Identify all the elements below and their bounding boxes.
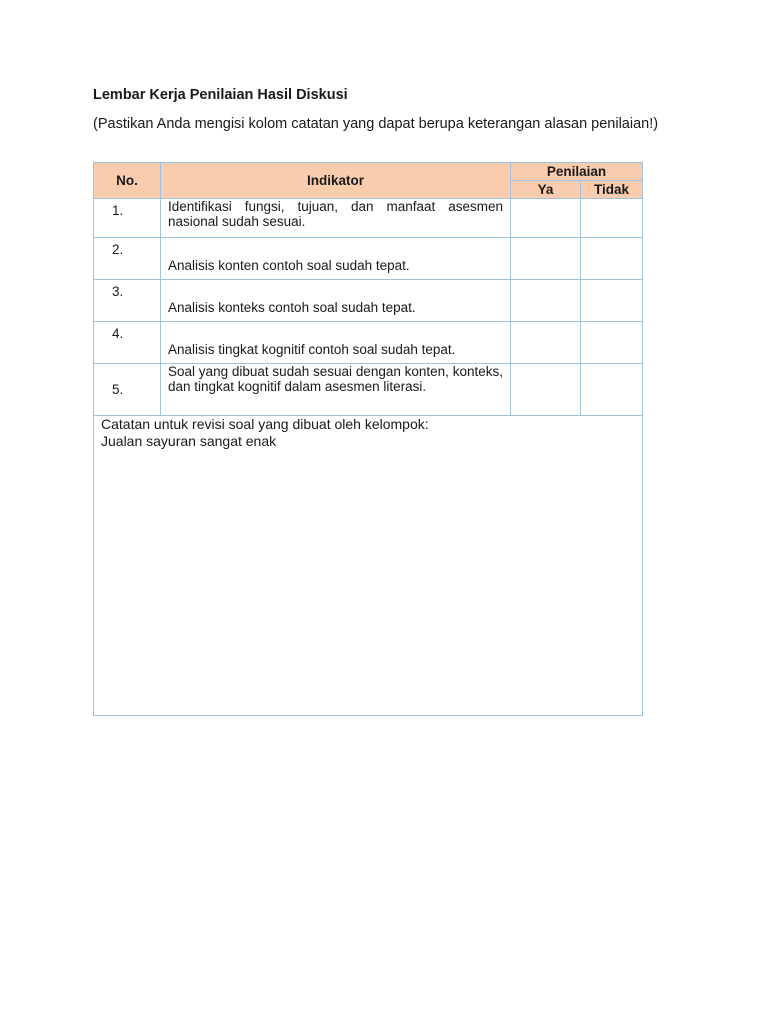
cell-tidak[interactable] bbox=[581, 364, 643, 416]
cell-ya[interactable] bbox=[511, 364, 581, 416]
notes-cell[interactable] bbox=[94, 416, 643, 716]
row-number: 3. bbox=[94, 280, 161, 322]
table-row bbox=[94, 238, 643, 280]
cell-ya[interactable] bbox=[511, 238, 581, 280]
row-indikator: Analisis konteks contoh soal sudah tepat. bbox=[161, 280, 511, 322]
table-row bbox=[94, 322, 643, 364]
row-indikator: Identifikasi fungsi, tujuan, dan manfaat asesmen nasional sudah sesuai. bbox=[161, 199, 511, 238]
cell-tidak[interactable] bbox=[581, 322, 643, 364]
header-penilaian: Penilaian bbox=[511, 163, 643, 181]
row-number: 4. bbox=[94, 322, 161, 364]
row-number: 2. bbox=[94, 238, 161, 280]
table-row bbox=[94, 280, 643, 322]
header-no: No. bbox=[94, 163, 161, 199]
cell-ya[interactable] bbox=[511, 322, 581, 364]
cell-tidak[interactable] bbox=[581, 199, 643, 238]
worksheet-instruction: (Pastikan Anda mengisi kolom catatan yang dapat berupa keterangan alasan penilaian!) bbox=[93, 116, 659, 132]
notes-label: Catatan untuk revisi soal yang dibuat oleh kelompok: bbox=[101, 416, 429, 432]
header-tidak: Tidak bbox=[581, 181, 643, 199]
notes-value: Jualan sayuran sangat enak bbox=[101, 433, 277, 449]
notes-row bbox=[94, 416, 643, 716]
row-indikator: Analisis tingkat kognitif contoh soal sudah tepat. bbox=[161, 322, 511, 364]
cell-tidak[interactable] bbox=[581, 280, 643, 322]
table-row bbox=[94, 199, 643, 238]
cell-ya[interactable] bbox=[511, 199, 581, 238]
row-number: 1. bbox=[94, 199, 161, 238]
header-indikator: Indikator bbox=[161, 163, 511, 199]
assessment-table bbox=[93, 162, 643, 716]
header-ya: Ya bbox=[511, 181, 581, 199]
cell-tidak[interactable] bbox=[581, 238, 643, 280]
table-row bbox=[94, 364, 643, 416]
row-number: 5. bbox=[94, 364, 161, 416]
worksheet-title: Lembar Kerja Penilaian Hasil Diskusi bbox=[93, 87, 348, 103]
row-indikator: Analisis konten contoh soal sudah tepat. bbox=[161, 238, 511, 280]
cell-ya[interactable] bbox=[511, 280, 581, 322]
row-indikator: Soal yang dibuat sudah sesuai dengan konten, konteks, dan tingkat kognitif dalam asesmen literasi. bbox=[161, 364, 511, 416]
